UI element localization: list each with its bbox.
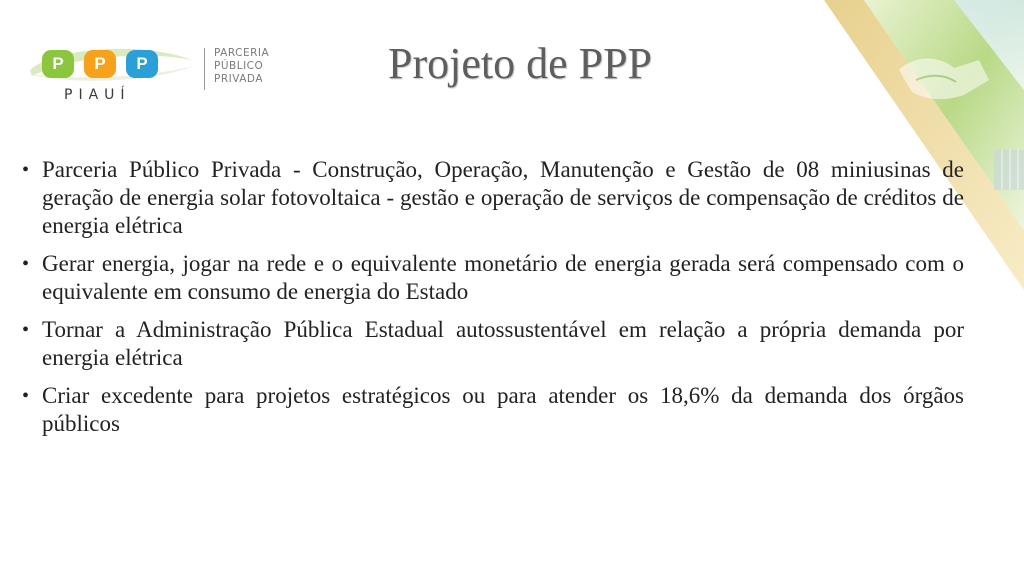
- ppp-piaui-logo: [26, 40, 270, 110]
- logo-text: [214, 47, 269, 86]
- bullet-item: [22, 316, 964, 372]
- slide-title: Projeto de PPP: [387, 39, 653, 88]
- logo-text-line: PÚBLICO: [214, 60, 264, 72]
- bullet-text: Parceria Público Privada - Construção, Operação, Manutenção e Gestão de 08 miniusinas de geração de energia solar fotovoltaica - gestão e operação de serviços de compensação de créditos de energia elétrica: [42, 157, 964, 238]
- bullet-dot-icon: •: [22, 253, 30, 275]
- bullet-dot-icon: •: [22, 385, 30, 407]
- bullet-list: [22, 156, 964, 448]
- solar-panel-icon: [994, 150, 1024, 190]
- logo-state-name: PIAUÍ: [64, 87, 131, 103]
- logo-divider: [204, 48, 205, 90]
- logo-badge-p-orange: P: [84, 50, 116, 78]
- bullet-item: [22, 156, 964, 240]
- bullet-dot-icon: •: [22, 319, 30, 341]
- logo-text-line: PRIVADA: [214, 73, 264, 85]
- logo-badge-p-green: P: [42, 50, 74, 78]
- bullet-dot-icon: •: [22, 159, 30, 181]
- bullet-text: Gerar energia, jogar na rede e o equivalente monetário de energia gerada será compensado com o equivalente em consumo de energia do Estado: [42, 251, 964, 304]
- bullet-text: Criar excedente para projetos estratégicos ou para atender os 18,6% da demanda dos órgãos públicos: [42, 383, 964, 436]
- logo-badge-p-blue: P: [126, 50, 158, 78]
- bullet-item: [22, 382, 964, 438]
- bullet-item: [22, 250, 964, 306]
- bullet-text: Tornar a Administração Pública Estadual autossustentável em relação a própria demanda por energia elétrica: [42, 317, 964, 370]
- logo-text-line: PARCERIA: [214, 47, 270, 59]
